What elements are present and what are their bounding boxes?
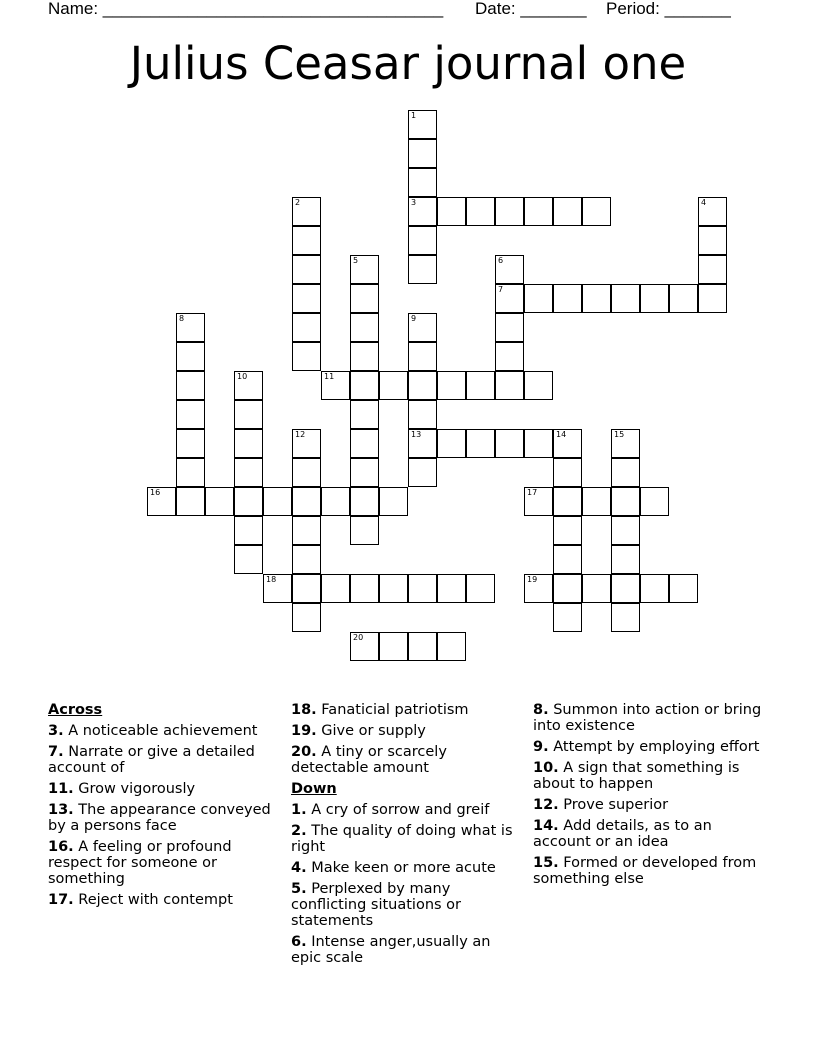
grid-cell[interactable] — [379, 487, 408, 516]
grid-cell[interactable] — [611, 516, 640, 545]
clue-number-label: 10. — [533, 760, 559, 776]
clue-text: Prove superior — [558, 797, 669, 813]
clue-number-label: 16. — [48, 839, 74, 855]
grid-cell[interactable] — [176, 371, 205, 400]
clue-number: 10 — [237, 372, 248, 381]
grid-cell[interactable] — [350, 429, 379, 458]
clue-number: 17 — [527, 488, 538, 497]
down-clue — [533, 760, 765, 792]
grid-cell[interactable] — [350, 371, 379, 400]
clue-number: 3 — [411, 198, 417, 207]
grid-cell[interactable] — [524, 371, 553, 400]
grid-cell[interactable] — [234, 429, 263, 458]
down-clue — [533, 855, 765, 887]
down-clue — [533, 818, 765, 850]
grid-cell[interactable] — [176, 487, 205, 516]
grid-cell[interactable] — [292, 516, 321, 545]
clue-text: Reject with contempt — [73, 892, 233, 908]
down-heading: Down — [291, 781, 337, 797]
grid-cell[interactable] — [292, 429, 321, 458]
across-clue — [291, 702, 523, 718]
clue-text: Perplexed by many conflicting situations or statements — [291, 881, 461, 929]
grid-cell[interactable] — [524, 574, 553, 603]
grid-cell[interactable] — [495, 284, 524, 313]
grid-cell[interactable] — [408, 632, 437, 661]
across-heading: Across — [48, 702, 103, 718]
clue-number: 5 — [353, 256, 359, 265]
grid-cell[interactable] — [495, 313, 524, 342]
clue-number: 20 — [353, 633, 364, 642]
grid-cell[interactable] — [176, 342, 205, 371]
grid-cell[interactable] — [408, 197, 437, 226]
grid-cell[interactable] — [147, 487, 176, 516]
down-clue — [533, 797, 765, 813]
grid-cell[interactable] — [640, 487, 669, 516]
grid-cell[interactable] — [437, 197, 466, 226]
grid-cell[interactable] — [553, 487, 582, 516]
grid-cell[interactable] — [553, 429, 582, 458]
down-clue — [291, 934, 523, 966]
grid-cell[interactable] — [553, 284, 582, 313]
grid-cell[interactable] — [176, 458, 205, 487]
clue-number: 4 — [701, 198, 707, 207]
grid-cell[interactable] — [408, 400, 437, 429]
grid-cell[interactable] — [292, 574, 321, 603]
grid-cell[interactable] — [234, 516, 263, 545]
grid-cell[interactable] — [495, 255, 524, 284]
across-clue — [48, 802, 280, 834]
grid-cell[interactable] — [176, 429, 205, 458]
clue-text: Formed or developed from something else — [533, 855, 757, 887]
clue-text: Add details, as to an account or an idea — [533, 818, 712, 850]
clue-number-label: 3. — [48, 723, 64, 739]
grid-cell[interactable] — [553, 545, 582, 574]
clue-number-label: 12. — [533, 797, 559, 813]
grid-cell[interactable] — [321, 574, 350, 603]
across-clue — [48, 839, 280, 887]
clue-number: 13 — [411, 430, 422, 439]
grid-cell[interactable] — [437, 632, 466, 661]
grid-cell[interactable] — [292, 487, 321, 516]
clue-text: A feeling or profound respect for someone or something — [48, 839, 232, 887]
grid-cell[interactable] — [350, 458, 379, 487]
grid-cell[interactable] — [524, 197, 553, 226]
across-clue — [291, 744, 523, 776]
clue-number-label: 18. — [291, 702, 317, 718]
clue-number-label: 1. — [291, 802, 307, 818]
clue-number-label: 11. — [48, 781, 74, 797]
clue-number: 11 — [324, 372, 335, 381]
clue-column-1 — [48, 702, 280, 913]
grid-cell[interactable] — [611, 603, 640, 632]
grid-cell[interactable] — [292, 197, 321, 226]
grid-cell[interactable] — [524, 487, 553, 516]
down-clue — [533, 739, 765, 755]
clue-column-3 — [533, 702, 765, 892]
clue-number: 16 — [150, 488, 161, 497]
grid-cell[interactable] — [408, 110, 437, 139]
grid-cell[interactable] — [466, 197, 495, 226]
grid-cell[interactable] — [466, 371, 495, 400]
clue-text: Narrate or give a detailed account of — [48, 744, 255, 776]
down-clue — [533, 702, 765, 734]
grid-cell[interactable] — [669, 284, 698, 313]
grid-cell[interactable] — [350, 632, 379, 661]
grid-cell[interactable] — [698, 226, 727, 255]
clue-text: Make keen or more acute — [306, 860, 496, 876]
clue-text: A tiny or scarcely detectable amount — [291, 744, 447, 776]
grid-cell[interactable] — [234, 545, 263, 574]
grid-cell[interactable] — [379, 371, 408, 400]
name-field-label[interactable]: Name: ____________________________________ — [48, 0, 444, 18]
grid-cell[interactable] — [350, 342, 379, 371]
grid-cell[interactable] — [611, 487, 640, 516]
grid-cell[interactable] — [553, 197, 582, 226]
grid-cell[interactable] — [640, 284, 669, 313]
grid-cell[interactable] — [292, 603, 321, 632]
grid-cell[interactable] — [408, 458, 437, 487]
grid-cell[interactable] — [553, 603, 582, 632]
clue-number-label: 6. — [291, 934, 307, 950]
grid-cell[interactable] — [176, 400, 205, 429]
clue-number-label: 7. — [48, 744, 64, 760]
grid-cell[interactable] — [553, 516, 582, 545]
across-clue — [291, 723, 523, 739]
grid-cell[interactable] — [321, 371, 350, 400]
clue-number: 8 — [179, 314, 185, 323]
grid-cell[interactable] — [437, 574, 466, 603]
grid-cell[interactable] — [350, 255, 379, 284]
grid-cell[interactable] — [234, 458, 263, 487]
grid-cell[interactable] — [466, 429, 495, 458]
clue-text: A noticeable achievement — [63, 723, 258, 739]
grid-cell[interactable] — [495, 197, 524, 226]
down-clue — [291, 881, 523, 929]
grid-cell[interactable] — [611, 574, 640, 603]
clue-text: Fanaticial patriotism — [316, 702, 469, 718]
page-title: Julius Ceasar journal one — [129, 37, 687, 90]
clue-text: Summon into action or bring into existence — [533, 702, 762, 734]
grid-cell[interactable] — [292, 255, 321, 284]
grid-cell[interactable] — [524, 284, 553, 313]
grid-cell[interactable] — [582, 284, 611, 313]
grid-cell[interactable] — [176, 313, 205, 342]
grid-cell[interactable] — [524, 429, 553, 458]
grid-cell[interactable] — [350, 574, 379, 603]
grid-cell[interactable] — [466, 574, 495, 603]
grid-cell[interactable] — [234, 487, 263, 516]
grid-cell[interactable] — [495, 342, 524, 371]
down-clue — [291, 823, 523, 855]
grid-cell[interactable] — [292, 545, 321, 574]
grid-cell[interactable] — [263, 487, 292, 516]
clue-text: A sign that something is about to happen — [533, 760, 740, 792]
grid-cell[interactable] — [350, 400, 379, 429]
clue-column-2 — [291, 702, 523, 971]
grid-cell[interactable] — [408, 429, 437, 458]
clue-text: Attempt by employing effort — [548, 739, 760, 755]
clue-number: 6 — [498, 256, 504, 265]
clue-number: 2 — [295, 198, 301, 207]
across-clue — [48, 892, 280, 908]
clue-number-label: 13. — [48, 802, 74, 818]
across-clue — [48, 781, 280, 797]
clue-number-label: 4. — [291, 860, 307, 876]
clue-number: 15 — [614, 430, 625, 439]
grid-cell[interactable] — [292, 458, 321, 487]
grid-cell[interactable] — [205, 487, 234, 516]
grid-cell[interactable] — [292, 342, 321, 371]
clue-text: The quality of doing what is right — [291, 823, 513, 855]
clue-number-label: 14. — [533, 818, 559, 834]
down-clue — [291, 860, 523, 876]
grid-cell[interactable] — [582, 197, 611, 226]
grid-cell[interactable] — [408, 371, 437, 400]
grid-cell[interactable] — [321, 487, 350, 516]
clue-number: 14 — [556, 430, 567, 439]
grid-cell[interactable] — [698, 197, 727, 226]
clue-number-label: 2. — [291, 823, 307, 839]
grid-cell[interactable] — [582, 487, 611, 516]
grid-cell[interactable] — [408, 226, 437, 255]
grid-cell[interactable] — [640, 574, 669, 603]
grid-cell[interactable] — [611, 284, 640, 313]
grid-cell[interactable] — [611, 429, 640, 458]
grid-cell[interactable] — [437, 429, 466, 458]
grid-cell[interactable] — [379, 632, 408, 661]
grid-cell[interactable] — [263, 574, 292, 603]
grid-cell[interactable] — [408, 139, 437, 168]
grid-cell[interactable] — [698, 284, 727, 313]
clue-number: 18 — [266, 575, 277, 584]
grid-cell[interactable] — [350, 516, 379, 545]
grid-cell[interactable] — [234, 400, 263, 429]
grid-cell[interactable] — [408, 255, 437, 284]
grid-cell[interactable] — [553, 574, 582, 603]
grid-cell[interactable] — [408, 342, 437, 371]
grid-cell[interactable] — [408, 168, 437, 197]
period-field-label[interactable]: Period: _______ — [606, 0, 731, 18]
grid-cell[interactable] — [292, 313, 321, 342]
grid-cell[interactable] — [582, 574, 611, 603]
grid-cell[interactable] — [379, 574, 408, 603]
clue-text: Give or supply — [316, 723, 426, 739]
clue-text: The appearance conveyed by a persons face — [48, 802, 271, 834]
clue-number: 9 — [411, 314, 417, 323]
grid-cell[interactable] — [350, 487, 379, 516]
grid-cell[interactable] — [292, 226, 321, 255]
clue-number-label: 15. — [533, 855, 559, 871]
grid-cell[interactable] — [611, 545, 640, 574]
grid-cell[interactable] — [495, 371, 524, 400]
grid-cell[interactable] — [553, 458, 582, 487]
grid-cell[interactable] — [495, 429, 524, 458]
grid-cell[interactable] — [408, 574, 437, 603]
clue-number-label: 19. — [291, 723, 317, 739]
clue-number: 19 — [527, 575, 538, 584]
clue-number-label: 20. — [291, 744, 317, 760]
clue-number: 1 — [411, 111, 417, 120]
grid-cell[interactable] — [292, 284, 321, 313]
across-clue — [48, 723, 280, 739]
grid-cell[interactable] — [611, 458, 640, 487]
clue-number-label: 9. — [533, 739, 549, 755]
clue-number-label: 5. — [291, 881, 307, 897]
grid-cell[interactable] — [234, 371, 263, 400]
clue-number-label: 8. — [533, 702, 549, 718]
clue-number: 12 — [295, 430, 306, 439]
grid-cell[interactable] — [669, 574, 698, 603]
clue-text: Grow vigorously — [73, 781, 196, 797]
down-clue — [291, 802, 523, 818]
grid-cell[interactable] — [408, 313, 437, 342]
clue-number-label: 17. — [48, 892, 74, 908]
grid-cell[interactable] — [698, 255, 727, 284]
clue-text: Intense anger,usually an epic scale — [291, 934, 491, 966]
grid-cell[interactable] — [350, 313, 379, 342]
across-clue — [48, 744, 280, 776]
grid-cell[interactable] — [350, 284, 379, 313]
clue-text: A cry of sorrow and greif — [306, 802, 490, 818]
grid-cell[interactable] — [437, 371, 466, 400]
clue-number: 7 — [498, 285, 504, 294]
date-field-label[interactable]: Date: _______ — [475, 0, 587, 18]
